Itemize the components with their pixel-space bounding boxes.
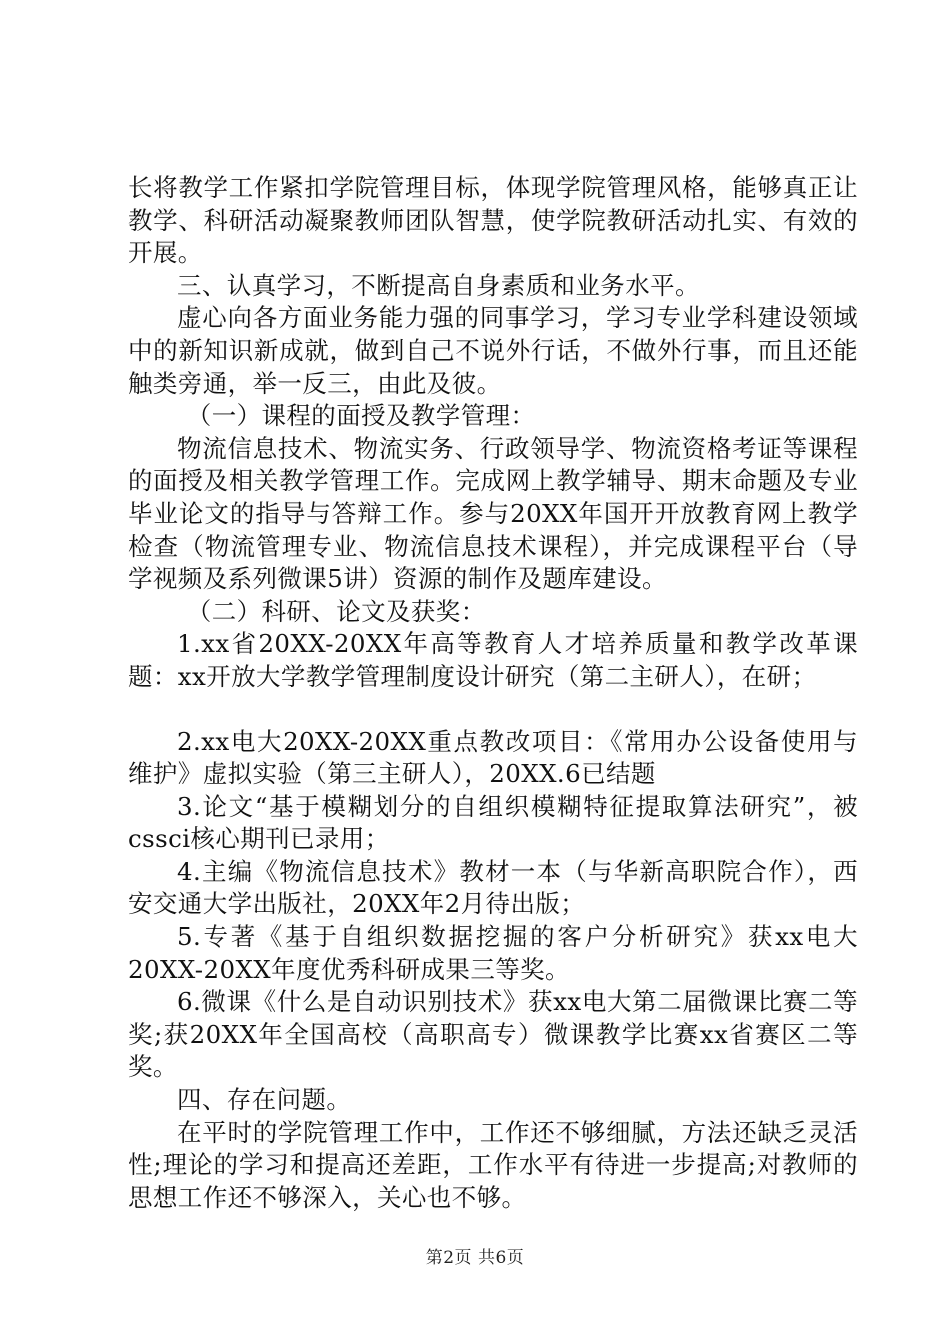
paragraph-problems: 在平时的学院管理工作中，工作还不够细腻，方法还缺乏灵活性;理论的学习和提高还差距，工作水平有待进一步提高;对教师的思想工作还不够深入，关心也不够。 [128,1117,858,1212]
subsection-heading-2: （二）科研、论文及获奖： [186,596,486,626]
list-item-2: 2.xx电大20XX-20XX重点教改项目：《常用办公设备使用与维护》虚拟实验（第三主研人），20XX.6已结题 [128,726,858,789]
paragraph-learning: 虚心向各方面业务能力强的同事学习，学习专业学科建设领域中的新知识新成就，做到自己不说外行话，不做外行事，而且还能触类旁通，举一反三，由此及彼。 [128,303,858,398]
list-item-3: 3.论文“基于模糊划分的自组织模糊特征提取算法研究”，被cssci核心期刊已录用； [128,791,858,854]
list-item-4: 4.主编《物流信息技术》教材一本（与华新高职院合作），西安交通大学出版社，20XX年2月待出版； [128,856,858,919]
page-footer: 第2页 共6页 [425,1248,525,1268]
section-heading-4: 四、存在问题。 [177,1085,352,1115]
paragraph-continuation: 长将教学工作紧扣学院管理目标，体现学院管理风格，能够真正让教学、科研活动凝聚教师团队智慧，使学院教研活动扎实、有效的开展。 [128,173,858,268]
list-item-5: 5.专著《基于自组织数据挖掘的客户分析研究》获xx电大20XX-20XX年度优秀科研成果三等奖。 [128,922,858,984]
subsection-heading-1: （一）课程的面授及教学管理： [186,401,536,431]
list-item-6: 6.微课《什么是自动识别技术》获xx电大第二届微课比赛二等奖;获20XX年全国高校（高职高专）微课教学比赛xx省赛区二等奖。 [128,987,858,1082]
list-item-1: 1.xx省20XX-20XX年高等教育人才培养质量和教学改革课题：xx开放大学教学管理制度设计研究（第二主研人），在研； [128,629,858,691]
paragraph-courses: 物流信息技术、物流实务、行政领导学、物流资格考证等课程的面授及相关教学管理工作。完成网上教学辅导、期末命题及专业毕业论文的指导与答辩工作。参与20XX年国开开放教育网上教学检查（物流管理专业、物流信息技术课程），并完成课程平台（导学视频及系列微课5讲）资源的制作及题库建设。 [128,433,858,594]
document-body [128,172,858,1214]
blank-line [128,694,858,726]
section-heading-3: 三、认真学习，不断提高自身素质和业务水平。 [177,270,700,300]
